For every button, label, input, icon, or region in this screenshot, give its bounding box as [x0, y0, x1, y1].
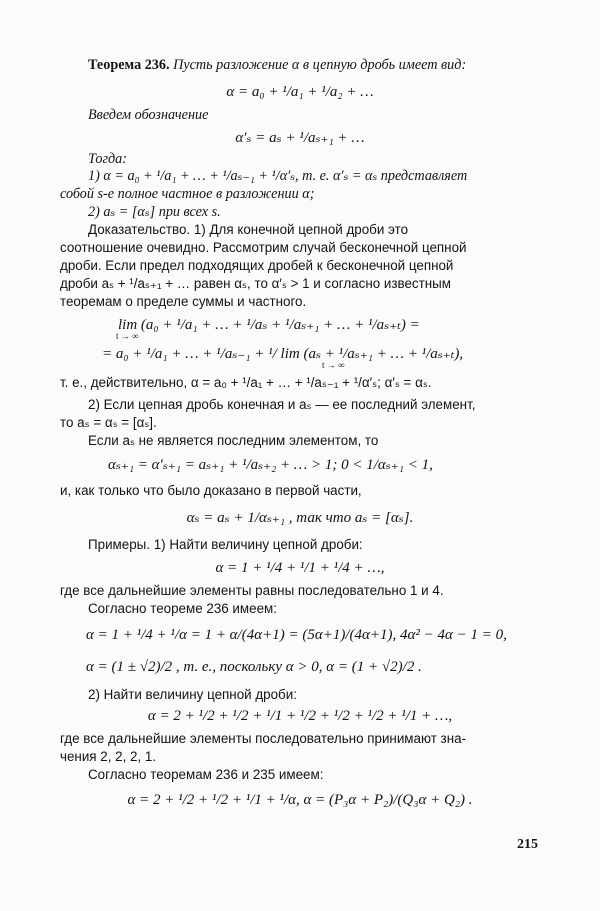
example-line-6: чения 2, 2, 2, 1. [60, 749, 157, 764]
proof-line-6: т. е., действительно, α = a₀ + ¹/a₁ + … + ¹/aₛ₋₁ + ¹/α′ₛ; α′ₛ = αₛ. [60, 375, 432, 390]
equation-9: α = 2 + ¹/2 + ¹/2 + ¹/1 + ¹/α, α = (P₃α + P₂)/(Q₃α + Q₂) . [127, 792, 473, 808]
example-line-7: Согласно теоремам 236 и 235 имеем: [88, 767, 324, 782]
proof-line-2: соотношение очевидно. Рассмотрим случай бесконечной цепной [60, 240, 467, 255]
theorem-label: Теорема 236. [88, 57, 170, 73]
proof-line-9: Если aₛ не является последним элементом, то [88, 433, 379, 448]
equation-6: α = 1 + ¹/4 + ¹/α = 1 + α/(4α+1) = (5α+1)/(4α+1), 4α² − 4α − 1 = 0, [86, 627, 507, 643]
proof-line-5: теоремам о пределе суммы и частного. [60, 294, 307, 309]
proof-line-7: 2) Если цепная дробь конечная и aₛ — ее последний элемент, [88, 397, 476, 412]
limit-formula-1: lim (a₀ + ¹/a₁ + … + ¹/aₛ + ¹/aₛ₊₁ + … + ¹/aₛ₊ₜ) = [118, 317, 420, 333]
example-line-2: где все дальнейшие элементы равны последовательно 1 и 4. [60, 583, 444, 598]
example-line-4: 2) Найти величину цепной дроби: [88, 687, 297, 702]
equation-4: αₛ = aₛ + 1/αₛ₊₁ , так что aₛ = [αₛ]. [186, 510, 414, 526]
example-line-3: Согласно теореме 236 имеем: [88, 601, 277, 616]
theorem-statement: Пусть разложение α в цепную дробь имеет вид: [173, 57, 467, 73]
limit-formula-2: = a₀ + ¹/a₁ + … + ¹/aₛ₋₁ + ¹/ lim (aₛ + ¹/aₛ₊₁ + … + ¹/aₛ₊ₜ), [102, 346, 464, 362]
claim-1-line-b: собой s-е полное частное в разложении α; [60, 186, 315, 202]
proof-line-4: дроби aₛ + ¹/aₛ₊₁ + … равен αₛ, то α′ₛ > 1 и согласно известным [60, 276, 451, 291]
proof-line-8: то aₛ = αₛ = [αₛ]. [60, 415, 157, 430]
claim-2: 2) aₛ = [αₛ] при всех s. [88, 204, 221, 220]
proof-line-1: Доказательство. 1) Для конечной цепной дроби это [88, 222, 409, 237]
equation-5: α = 1 + ¹/4 + ¹/1 + ¹/4 + …, [215, 560, 385, 576]
example-line-5: где все дальнейшие элементы последовательно принимают зна- [60, 731, 466, 746]
theorem-expansion: α = a₀ + ¹/a₁ + ¹/a₂ + … [226, 84, 374, 100]
equation-8: α = 2 + ¹/2 + ¹/2 + ¹/1 + ¹/2 + ¹/2 + ¹/2 + ¹/1 + …, [147, 708, 453, 724]
page-number: 215 [517, 837, 538, 852]
claim-1-line-a: 1) α = a₀ + ¹/a₁ + … + ¹/aₛ₋₁ + ¹/α′ₛ, т. е. α′ₛ = αₛ представляет [88, 168, 468, 184]
equation-3: αₛ₊₁ = α′ₛ₊₁ = aₛ₊₁ + ¹/aₛ₊₂ + … > 1; 0 < 1/αₛ₊₁ < 1, [108, 457, 433, 473]
limit-2-subscript: t → ∞ [322, 360, 345, 370]
theorem-heading [88, 56, 466, 74]
limit-1-subscript: t → ∞ [116, 331, 139, 341]
notation-intro: Введем обозначение [88, 107, 209, 123]
proof-line-3: дроби. Если предел подходящих дробей к бесконечной цепной [60, 258, 454, 273]
equation-7: α = (1 ± √2)/2 , т. е., поскольку α > 0, α = (1 + √2)/2 . [86, 659, 422, 675]
then-label: Тогда: [88, 151, 128, 167]
notation-formula: α′ₛ = aₛ + ¹/aₛ₊₁ + … [235, 130, 365, 146]
proof-line-10: и, как только что было доказано в первой части, [60, 483, 362, 498]
examples-heading: Примеры. 1) Найти величину цепной дроби: [88, 537, 363, 552]
